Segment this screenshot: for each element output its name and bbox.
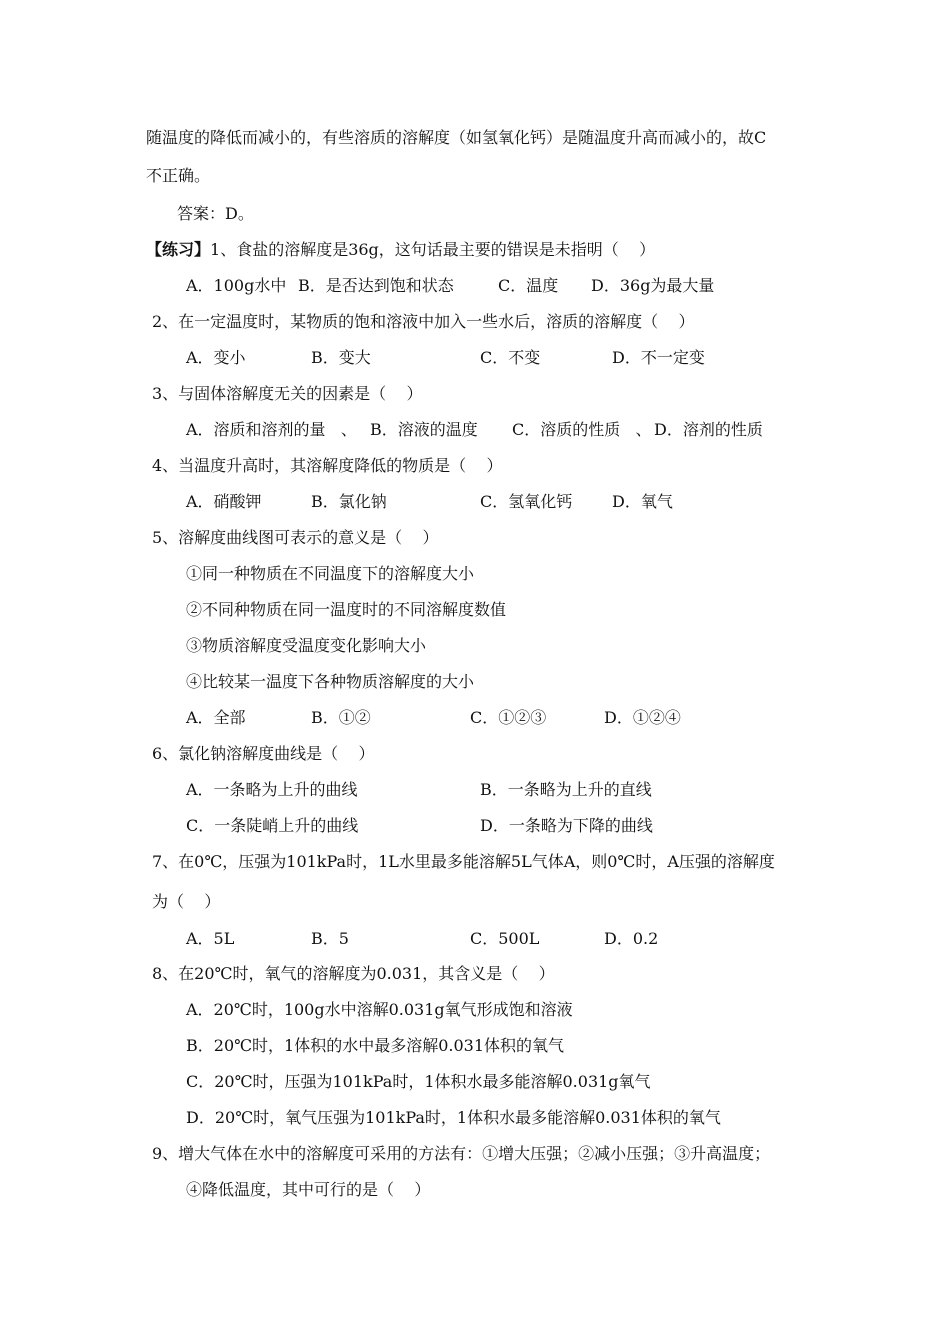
q2-option-b: B．变大 bbox=[311, 348, 371, 367]
q6-option-b: B．一条略为上升的直线 bbox=[480, 780, 652, 799]
question-8: 8、在20℃时，氧气的溶解度为0.031，其含义是（ ） bbox=[152, 964, 555, 983]
question-9-line-1: 9、增大气体在水中的溶解度可采用的方法有：①增大压强；②减小压强；③升高温度； bbox=[152, 1144, 771, 1163]
q4-option-d: D．氧气 bbox=[612, 492, 673, 511]
q2-option-d: D．不一定变 bbox=[612, 348, 705, 367]
q1-option-a: A．100g水中 bbox=[186, 276, 287, 295]
q5-option-b: B．①② bbox=[311, 708, 371, 727]
q3-option-d: D．溶剂的性质 bbox=[654, 420, 763, 439]
q4-option-b: B．氯化钠 bbox=[311, 492, 387, 511]
intro-line-2: 不正确。 bbox=[146, 166, 211, 185]
q2-option-c: C．不变 bbox=[480, 348, 541, 367]
q6-option-a: A．一条略为上升的曲线 bbox=[186, 780, 358, 799]
question-1-stem: 1、食盐的溶解度是36g，这句话最主要的错误是未指明（ ） bbox=[210, 240, 656, 259]
question-7-line-1: 7、在0℃，压强为101kPa时，1L水里最多能溶解5L气体A，则0℃时，A压强的溶解度 bbox=[152, 852, 775, 871]
q5-option-d: D．①②④ bbox=[604, 708, 681, 727]
q6-option-d: D．一条略为下降的曲线 bbox=[480, 816, 653, 835]
answer-line: 答案：D。 bbox=[177, 204, 254, 223]
q3-option-a: A．溶质和溶剂的量 、 bbox=[186, 420, 357, 439]
q5-item-3: ③物质溶解度受温度变化影响大小 bbox=[186, 636, 427, 655]
q8-option-a: A．20℃时，100g水中溶解0.031g氧气形成饱和溶液 bbox=[186, 1000, 573, 1019]
q3-option-b: B．溶液的温度 bbox=[370, 420, 478, 439]
q1-option-b: B．是否达到饱和状态 bbox=[298, 276, 454, 295]
q5-item-1: ①同一种物质在不同温度下的溶解度大小 bbox=[186, 564, 475, 583]
q5-item-2: ②不同种物质在同一温度时的不同溶解度数值 bbox=[186, 600, 507, 619]
q8-option-c: C．20℃时，压强为101kPa时，1体积水最多能溶解0.031g氧气 bbox=[186, 1072, 651, 1091]
question-6: 6、氯化钠溶解度曲线是（ ） bbox=[152, 744, 375, 763]
q6-option-c: C．一条陡峭上升的曲线 bbox=[186, 816, 359, 835]
q3-option-c: C．溶质的性质 、 bbox=[512, 420, 652, 439]
question-3: 3、与固体溶解度无关的因素是（ ） bbox=[152, 384, 423, 403]
q4-option-a: A．硝酸钾 bbox=[186, 492, 262, 511]
q4-option-c: C．氢氧化钙 bbox=[480, 492, 573, 511]
question-2: 2、在一定温度时，某物质的饱和溶液中加入一些水后，溶质的溶解度（ ） bbox=[152, 312, 695, 331]
q5-option-c: C．①②③ bbox=[470, 708, 547, 727]
q7-option-a: A．5L bbox=[186, 929, 235, 948]
intro-line-1: 随温度的降低而减小的，有些溶质的溶解度（如氢氧化钙）是随温度升高而减小的，故C bbox=[146, 128, 767, 147]
question-1 bbox=[146, 240, 655, 260]
q1-option-c: C．温度 bbox=[498, 276, 559, 295]
question-4: 4、当温度升高时，其溶解度降低的物质是（ ） bbox=[152, 456, 503, 475]
q8-option-d: D．20℃时，氧气压强为101kPa时，1体积水最多能溶解0.031体积的氧气 bbox=[186, 1108, 721, 1127]
q5-item-4: ④比较某一温度下各种物质溶解度的大小 bbox=[186, 672, 475, 691]
practice-tag: 【练习】 bbox=[146, 240, 211, 259]
question-5: 5、溶解度曲线图可表示的意义是（ ） bbox=[152, 528, 439, 547]
question-7-line-2: 为（ ） bbox=[152, 892, 221, 911]
question-9-line-2: ④降低温度，其中可行的是（ ） bbox=[186, 1180, 431, 1199]
q8-option-b: B．20℃时，1体积的水中最多溶解0.031体积的氧气 bbox=[186, 1036, 565, 1055]
q5-option-a: A．全部 bbox=[186, 708, 246, 727]
q7-option-c: C．500L bbox=[470, 929, 540, 948]
q2-option-a: A．变小 bbox=[186, 348, 246, 367]
q7-option-d: D．0.2 bbox=[604, 929, 659, 948]
q1-option-d: D．36g为最大量 bbox=[591, 276, 715, 295]
q7-option-b: B．5 bbox=[311, 929, 349, 948]
